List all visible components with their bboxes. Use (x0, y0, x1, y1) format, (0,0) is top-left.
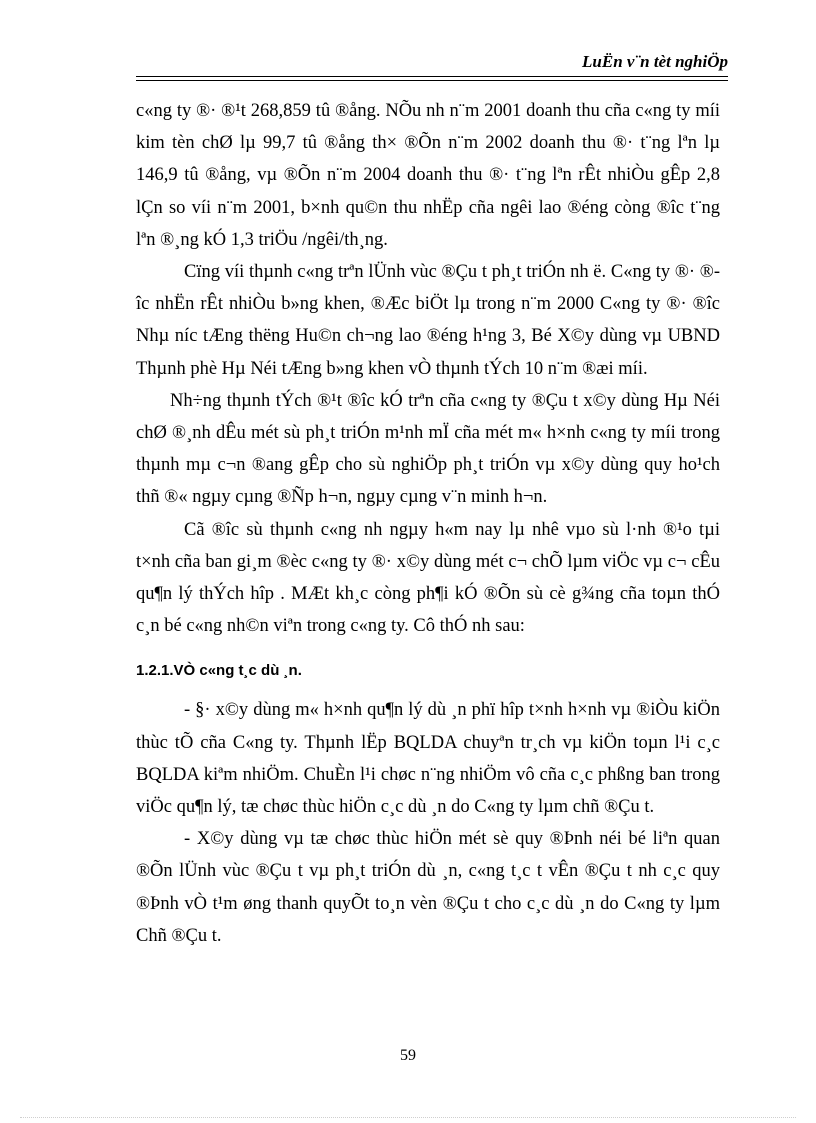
section-item-1: - §· x©y dùng m« h×nh qu¶n lý dù ¸n phï hîp t×nh h×nh vµ ®iÒu kiÖn thùc tÕ cña C«ng ty. Thµnh lËp BQLDA chuyªn tr¸ch vµ kiÖn toµn l¹i c¸c BQLDA kiªm nhiÖm. ChuÈn l¹i chøc n¨ng nhiÖm vô cña c¸c phßng ban trong viÖc qu¶n lý, tæ chøc thùc hiÖn c¸c dù ¸n do C«ng ty lµm chñ ®Çu t. (136, 700, 720, 818)
header-rule-thin (136, 80, 728, 81)
paragraph-awards: Cïng víi thµnh c«ng trªn lÜnh vùc ®Çu t ph¸t triÓn nh ë. C«ng ty ®· ®îc nhËn rÊt nhiÒu b»ng khen, ®Æc biÖt lµ trong n¨m 2000 C«ng ty ®· ®îc Nhµ níc tÆng thëng Hu©n ch¬ng lao ®éng h¹ng 3, Bé X©y dùng vµ UBND Thµnh phè Hµ Néi tÆng b»ng khen vÒ thµnh tÝch 10 n¨m ®æi míi. (136, 262, 720, 379)
paragraph-revenue: c«ng ty ®· ®¹t 268,859 tû ®ång. NÕu nh n¨m 2001 doanh thu cña c«ng ty míi kim tèn chØ lµ 99,7 tû ®ång th× ®Õn n¨m 2002 doanh thu ®· t¨ng lªn lµ 146,9 tû ®ång, vµ ®Õn n¨m 2004 doanh thu ®· t¨ng lªn rÊt nhiÒu gÊp 2,8 lÇn so víi n¨m 2001, b×nh qu©n thu nhËp cña ngêi lao ®éng còng ®îc t¨ng lªn ®¸ng kÓ 1,3 triÖu /ngêi/th¸ng. (136, 101, 720, 250)
section-heading: 1.2.1.VÒ c«ng t¸c dù ¸n. (136, 662, 302, 680)
page-bottom-border (20, 1117, 796, 1118)
header-rule-thick (136, 76, 728, 77)
running-header: LuËn v¨n tèt nghiÖp (582, 52, 728, 71)
page-body (136, 95, 720, 952)
paragraph-achievements: Nh÷ng thµnh tÝch ®¹t ®îc kÓ trªn cña c«ng ty ®Çu t x©y dùng Hµ Néi chØ ®¸nh dÊu mét sù ph¸t triÓn m¹nh mÏ cña mét m« h×nh c«ng ty míi trong thµnh mµ c¬n ®ang gÊp cho sù nghiÖp ph¸t triÓn vµ x©y dùng quy ho¹ch thñ ®« ngµy cµng ®Ñp h¬n, ngµy cµng v¨n minh h¬n. (136, 390, 720, 508)
section-item-2: - X©y dùng vµ tæ chøc thùc hiÖn mét sè quy ®Þnh néi bé liªn quan ®Õn lÜnh vùc ®Çu t vµ ph¸t triÓn dù ¸n, c«ng t¸c t vÊn ®Çu t nh c¸c quy ®Þnh vÒ t¹m øng thanh quyÕt to¸n vèn ®Çu t cho c¸c dù ¸n do C«ng ty lµm Chñ ®Çu t. (136, 829, 720, 946)
page-number: 59 (400, 1047, 416, 1064)
paragraph-success-factors: Cã ®îc sù thµnh c«ng nh ngµy h«m nay lµ nhê vµo sù l·nh ®¹o tµi t×nh cña ban gi¸m ®èc c«ng ty ®· x©y dùng mét c¬ chÕ lµm viÖc vµ c¬ cÊu qu¶n lý thÝch hîp . MÆt kh¸c còng ph¶i kÓ ®Õn sù cè g¾ng cña toµn thÓ c¸n bé c«ng nh©n viªn trong c«ng ty. Cô thÓ nh sau: (136, 519, 720, 637)
